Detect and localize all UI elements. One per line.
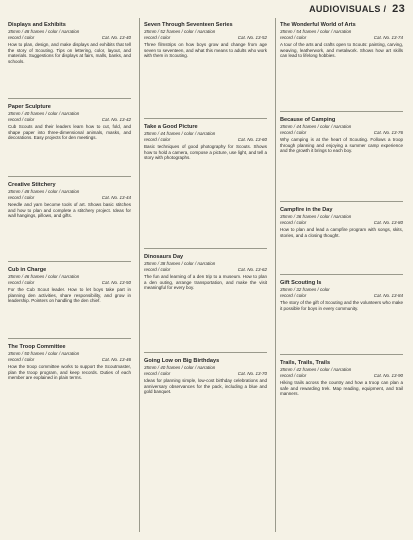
entry-title: Seven Through Seventeen Series <box>144 22 233 28</box>
catalog-entry <box>8 100 131 174</box>
entry-meta-text: record / color <box>144 34 171 40</box>
entry-meta-text: record / color <box>280 292 307 298</box>
entry-meta-text: 35mm / 38 frames / color / narration <box>144 261 216 266</box>
entry-catalog-number: Cat. No. 13-84 <box>373 292 403 298</box>
entry-meta-text: 35mm / 36 frames / color / narration <box>280 214 352 219</box>
catalog-entry <box>8 18 131 96</box>
entry-description: Ideas for planning simple, low-cost birthday celebrations and anniversary observances for the pack, including a blue and gold banquet. <box>144 378 267 395</box>
entry-meta-text: record / color <box>8 116 35 122</box>
column-2 <box>144 18 267 532</box>
entry-meta-text: record / color <box>8 194 35 200</box>
entry-catalog-number: Cat. No. 13-74 <box>373 34 403 40</box>
entry-meta-text: 35mm / 40 frames / color / narration <box>144 365 216 370</box>
entry-meta-text: 35mm / 50 frames / color / narration <box>8 351 80 356</box>
entry-meta-text: record / color <box>8 34 35 40</box>
entry-divider <box>280 354 403 355</box>
entry-divider <box>144 248 267 249</box>
entry-description: How the troop committee works to support the Scoutmaster, plan the troop program, and keep records. Duties of each member are explained in plain terms. <box>8 364 131 381</box>
entry-divider <box>8 261 131 262</box>
entry-meta <box>8 117 131 123</box>
page-number: 23 <box>392 3 405 15</box>
entry-meta <box>280 293 403 299</box>
entry-meta-text: 35mm / 44 frames / color / narration <box>280 124 352 129</box>
entry-divider <box>144 352 267 353</box>
page-header <box>309 3 405 15</box>
entry-description: The fun and learning of a den trip to a museum. How to plan a den outing, arrange transportation, and make the visit meaningful for every boy. <box>144 274 267 291</box>
entry-description: A tour of the arts and crafts open to Scouts: painting, carving, weaving, leatherwork, and metalwork. Shows how art skills can lead to lifelong hobbies. <box>280 42 403 59</box>
catalog-entry <box>280 203 403 272</box>
entry-title: Paper Sculpture <box>8 104 51 110</box>
entry-catalog-number: Cat. No. 13-42 <box>101 116 131 122</box>
entry-meta <box>8 280 131 286</box>
entry-title: Creative Stitchery <box>8 182 56 188</box>
catalog-entry <box>280 18 403 109</box>
entry-meta-text: 35mm / 48 frames / color / narration <box>8 29 80 34</box>
entry-divider <box>280 111 403 112</box>
entry-meta <box>144 35 267 41</box>
entry-meta <box>280 220 403 226</box>
catalog-entry <box>280 356 403 532</box>
entry-meta <box>144 137 267 143</box>
entry-catalog-number: Cat. No. 13-76 <box>373 129 403 135</box>
entry-meta <box>8 357 131 363</box>
catalog-entry <box>144 120 267 246</box>
entry-meta-text: record / color <box>280 219 307 225</box>
entry-title: Trails, Trails, Trails <box>280 360 331 366</box>
entry-divider <box>280 201 403 202</box>
entry-divider <box>8 338 131 339</box>
entry-catalog-number: Cat. No. 13-62 <box>237 266 267 272</box>
catalog-entry <box>280 113 403 199</box>
entry-meta-text: 35mm / 32 frames / color <box>280 287 330 292</box>
entry-meta <box>280 130 403 136</box>
entry-meta-text: record / color <box>144 136 171 142</box>
entry-meta-text: 35mm / 52 frames / color / narration <box>144 29 216 34</box>
entry-catalog-number: Cat. No. 13-40 <box>101 34 131 40</box>
column-1 <box>8 18 131 532</box>
catalog-entry <box>144 250 267 350</box>
entry-title: Displays and Exhibits <box>8 22 66 28</box>
entry-description: How to plan and lead a campfire program with songs, skits, stories, and a closing thought. <box>280 227 403 238</box>
entry-meta-text: record / color <box>8 279 35 285</box>
entry-catalog-number: Cat. No. 13-80 <box>373 219 403 225</box>
entry-meta <box>8 35 131 41</box>
entry-title: Gift Scouting Is <box>280 280 322 286</box>
column-3 <box>280 18 403 532</box>
entry-meta-text: 35mm / 48 frames / color / narration <box>8 189 80 194</box>
catalog-entry <box>144 18 267 116</box>
entry-description: Needle and yarn become tools of art. Shows basic stitches and how to plan and complete a stitchery project. Ideas for wall hangings, pillows, and gifts. <box>8 202 131 219</box>
catalog-entry <box>8 263 131 336</box>
entry-title: Campfire in the Day <box>280 207 333 213</box>
entry-description: For the Cub Scout leader. How to let boys take part in planning den activities, share responsibility, and grow in leadership. Pointers on handling the den chief. <box>8 287 131 304</box>
entry-title: Cub in Charge <box>8 267 47 273</box>
entry-meta-text: 35mm / 54 frames / color / narration <box>280 29 352 34</box>
section-label: AUDIOVISUALS / <box>309 4 387 14</box>
entry-catalog-number: Cat. No. 13-60 <box>237 136 267 142</box>
entry-meta-text: record / color <box>144 266 171 272</box>
entry-divider <box>144 118 267 119</box>
entry-meta-text: 35mm / 42 frames / color / narration <box>280 367 352 372</box>
entry-description: Basic techniques of good photography for Scouts. Shows how to hold a camera, compose a picture, use light, and tell a story with photographs. <box>144 144 267 161</box>
entry-description: Three filmstrips on how boys grow and change from age seven to seventeen, and what this means to adults who work with them in Scouting. <box>144 42 267 59</box>
column-rule <box>275 18 276 532</box>
entry-catalog-number: Cat. No. 13-44 <box>101 194 131 200</box>
entry-title: Dinosaurs Day <box>144 254 184 260</box>
entry-catalog-number: Cat. No. 13-50 <box>101 279 131 285</box>
column-rule <box>139 18 140 532</box>
entry-meta <box>144 371 267 377</box>
entry-meta-text: 35mm / 44 frames / color / narration <box>144 131 216 136</box>
entry-catalog-number: Cat. No. 13-46 <box>101 356 131 362</box>
entry-meta-text: record / color <box>8 356 35 362</box>
entry-meta-text: record / color <box>144 370 171 376</box>
entry-title: Going Low on Big Birthdays <box>144 358 220 364</box>
entry-description: The story of the gift of Scouting and the volunteers who make it possible for boys in every community. <box>280 300 403 311</box>
entry-meta-text: 35mm / 40 frames / color / narration <box>8 111 80 116</box>
entry-meta-text: 35mm / 46 frames / color / narration <box>8 274 80 279</box>
entry-meta <box>280 373 403 379</box>
entry-divider <box>8 176 131 177</box>
entry-meta-text: record / color <box>280 34 307 40</box>
entry-description: Hiking trails across the country and how a troop can plan a safe and rewarding trek. Map reading, equipment, and trail manners. <box>280 380 403 397</box>
entry-title: Because of Camping <box>280 117 336 123</box>
entry-meta <box>8 195 131 201</box>
entry-meta <box>144 267 267 273</box>
entry-catalog-number: Cat. No. 13-90 <box>373 372 403 378</box>
entry-catalog-number: Cat. No. 13-52 <box>237 34 267 40</box>
catalog-entry <box>280 276 403 352</box>
catalog-entry <box>144 354 267 532</box>
entry-title: Take a Good Picture <box>144 124 198 130</box>
entry-description: Cub Scouts and their leaders learn how to cut, fold, and shape paper into three-dimensional animals, masks, and decorations. Easy projects for den meetings. <box>8 124 131 141</box>
catalog-entry <box>8 178 131 259</box>
entry-catalog-number: Cat. No. 13-70 <box>237 370 267 376</box>
entry-title: The Wonderful World of Arts <box>280 22 356 28</box>
catalog-entry <box>8 340 131 520</box>
entry-description: Why camping is at the heart of Scouting. Follows a troop through planning and enjoying a summer camp experience and the growth it brings to each boy. <box>280 137 403 154</box>
entry-divider <box>280 274 403 275</box>
entry-meta <box>280 35 403 41</box>
entry-meta-text: record / color <box>280 372 307 378</box>
entry-meta-text: record / color <box>280 129 307 135</box>
entry-title: The Troop Committee <box>8 344 66 350</box>
entry-description: How to plan, design, and make displays and exhibits that tell the story of Scouting. Tips on lettering, color, layout, and materials. Suggestions for displays at fairs, malls, banks, and schools. <box>8 42 131 64</box>
entry-divider <box>8 98 131 99</box>
